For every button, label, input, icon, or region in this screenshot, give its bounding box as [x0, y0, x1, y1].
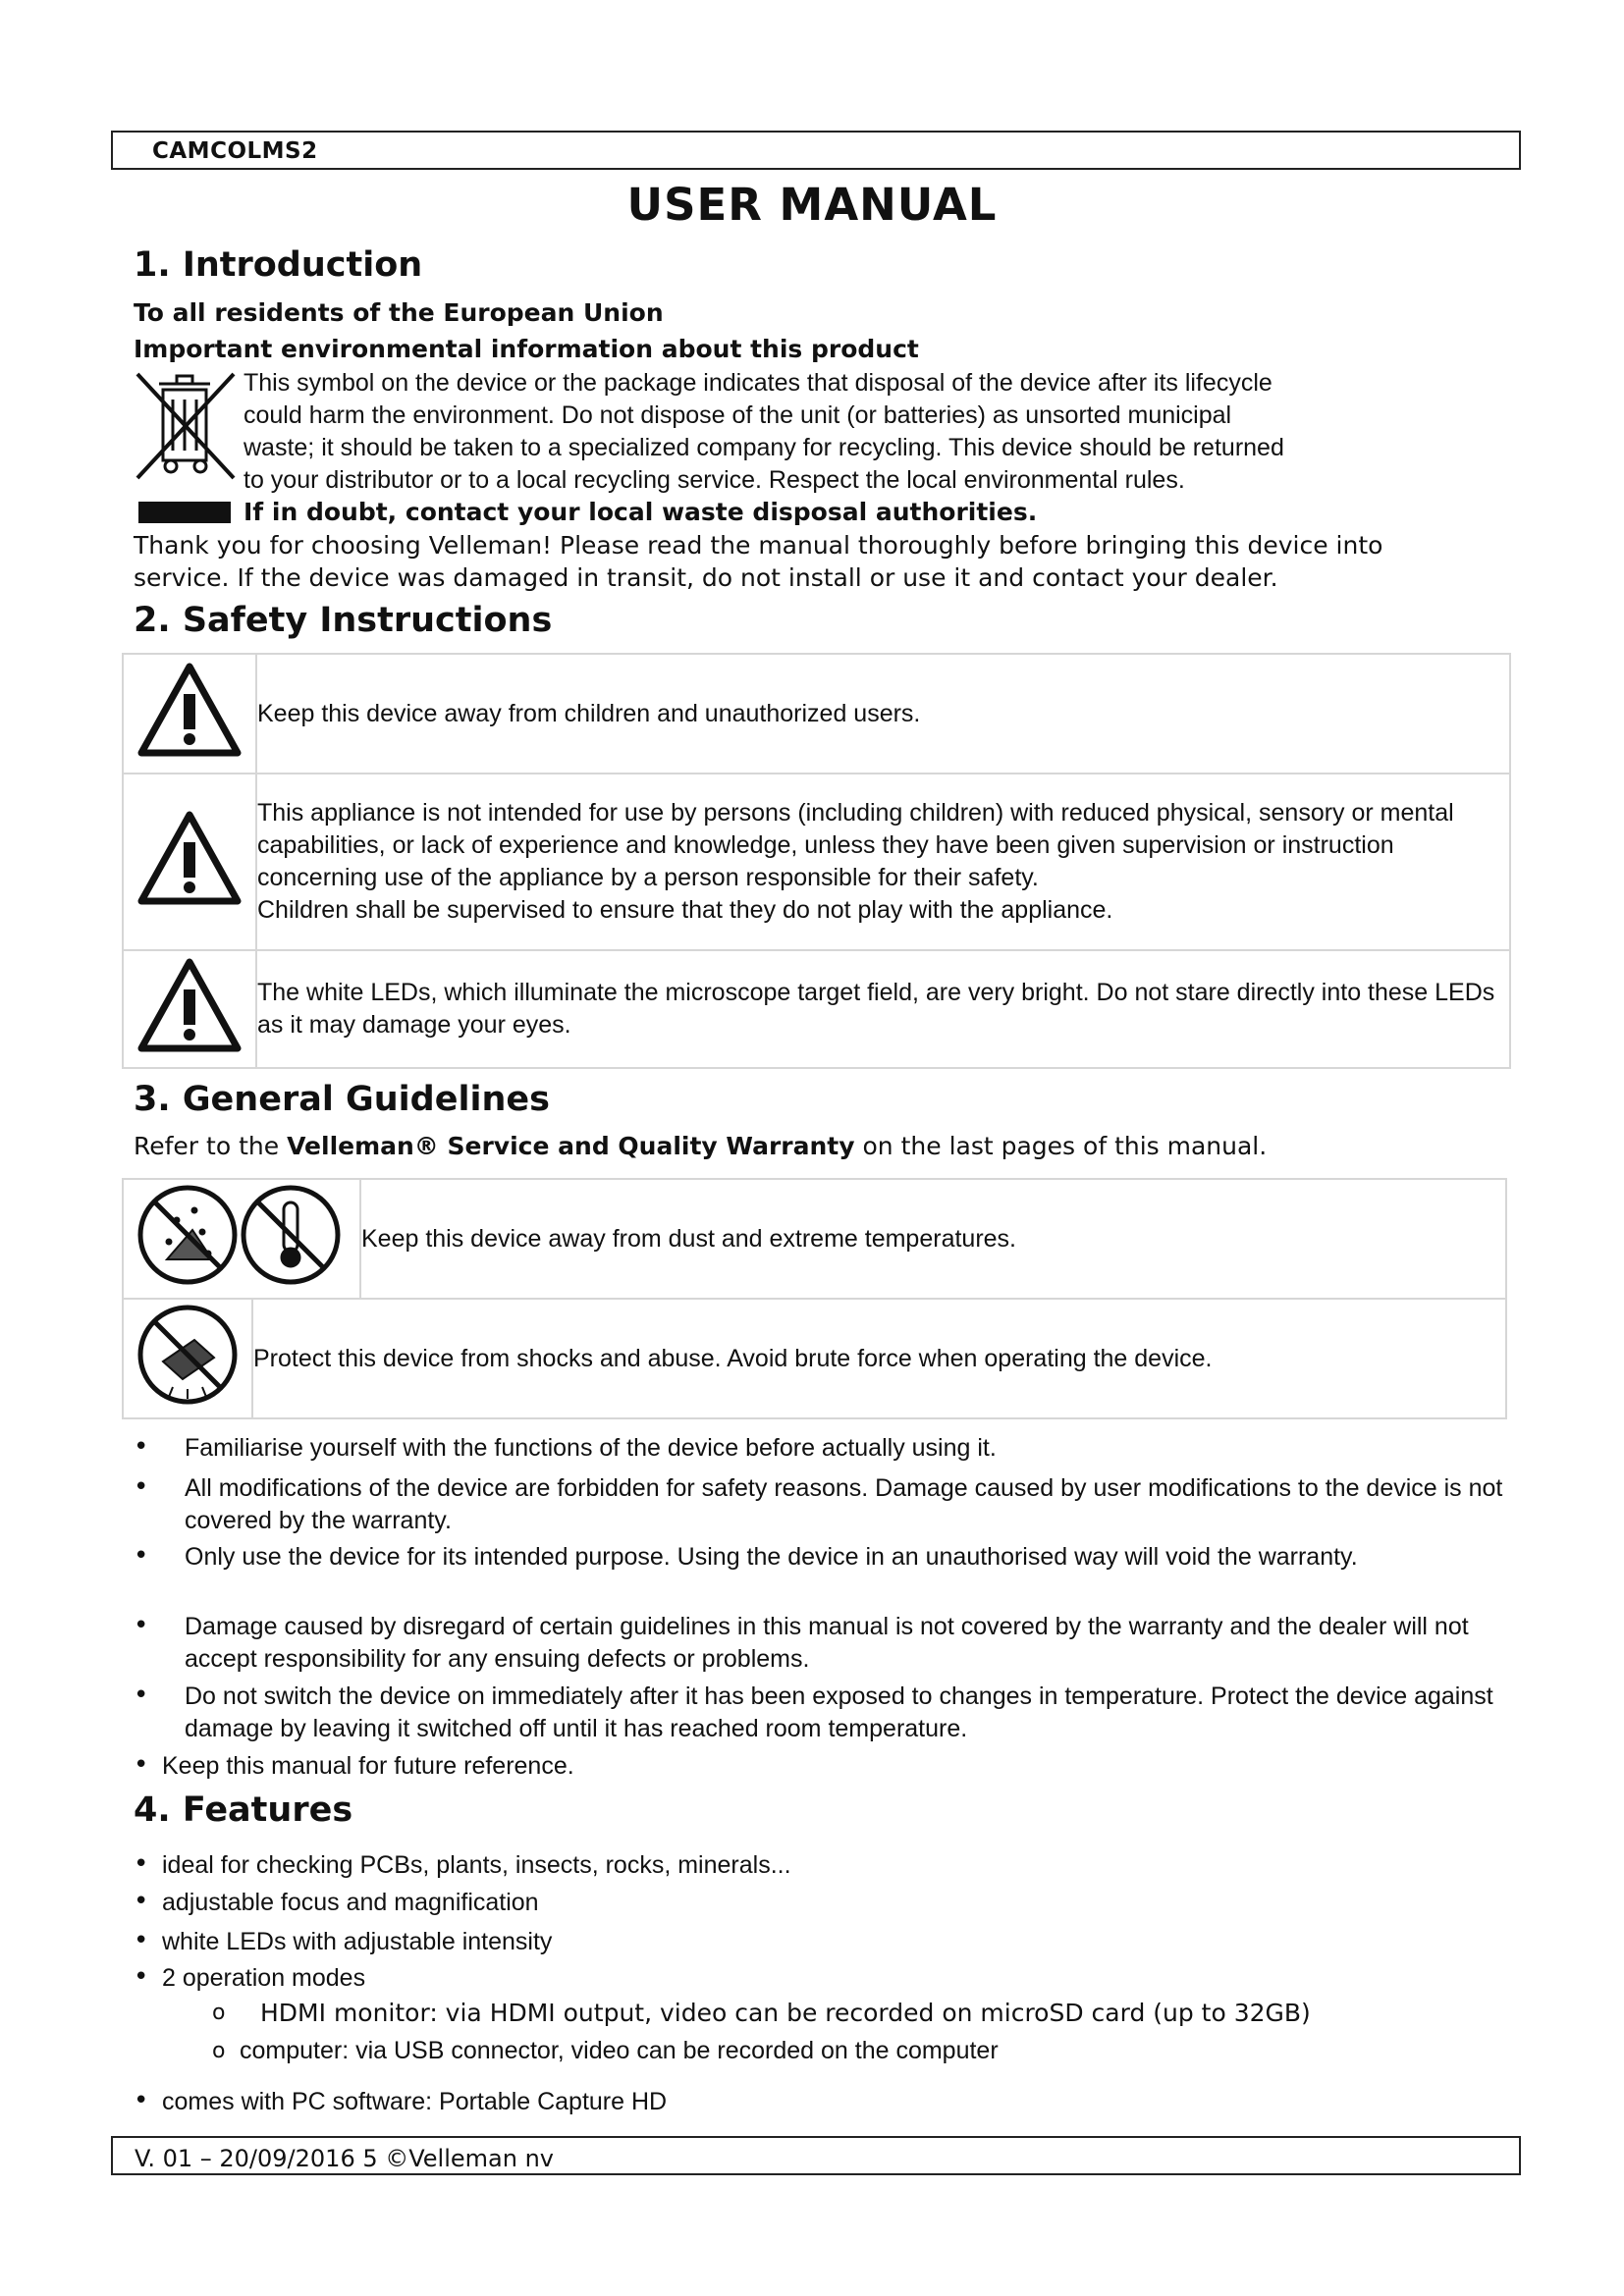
feature-item-1: ideal for checking PCBs, plants, insects, rocks, minerals... — [162, 1851, 791, 1879]
guideline-bullet-1: Familiarise yourself with the functions of the device before actually using it. — [185, 1434, 997, 1462]
document-footer — [111, 2136, 1521, 2175]
feature-subitem-2: computer: via USB connector, video can be recorded on the computer — [240, 2037, 999, 2064]
features-heading: 4. Features — [134, 1790, 353, 1830]
guideline-bullet-6: Keep this manual for future reference. — [162, 1752, 574, 1780]
warning-icon — [135, 956, 244, 1054]
black-bar — [138, 502, 231, 523]
guidelines-table — [122, 1178, 1507, 1300]
weee-line-2: could harm the environment. Do not dispose of the unit (or batteries) as unsorted municipal — [244, 401, 1232, 429]
bullet-dot: • — [134, 2086, 149, 2115]
env-subheading: Important environmental information about this product — [134, 335, 919, 363]
safety-row — [123, 950, 1510, 1068]
guideline-bullet-2: All modifications of the device are forbidden for safety reasons. Damage caused by user modifications to the device is not covered by the warranty. — [185, 1474, 1503, 1534]
warning-icon — [135, 661, 244, 759]
eu-subheading: To all residents of the European Union — [134, 298, 664, 327]
safety-row — [123, 774, 1510, 950]
bullet-dot: • — [134, 1681, 149, 1710]
bullet-dot: • — [134, 1611, 149, 1640]
safety-table — [122, 653, 1511, 1069]
bullet-dot: • — [134, 1962, 149, 1992]
guideline-row — [123, 1299, 1506, 1418]
bullet-dot: • — [134, 1887, 149, 1916]
safety-text-1: Keep this device away from children and unauthorized users. — [256, 654, 1510, 774]
doubt-notice: If in doubt, contact your local waste disposal authorities. — [244, 498, 1038, 526]
page-title: USER MANUAL — [626, 179, 998, 231]
bullet-dot: • — [134, 1432, 149, 1462]
document-header — [111, 131, 1521, 170]
weee-line-1: This symbol on the device or the package indicates that disposal of the device after its lifecycle — [244, 369, 1272, 397]
bullet-dot: • — [134, 1849, 149, 1879]
intro-heading: 1. Introduction — [134, 245, 423, 285]
bullet-dot: • — [134, 1750, 149, 1780]
guidelines-heading: 3. General Guidelines — [134, 1080, 550, 1119]
guideline-bullet-5: Do not switch the device on immediately after it has been exposed to changes in temperature. Protect the device against damage by leaving it switched off until it has reached room temperature. — [185, 1682, 1493, 1742]
guideline-text-1: Keep this device away from dust and extreme temperatures. — [360, 1179, 1506, 1299]
thanks-line-2: service. If the device was damaged in transit, do not install or use it and contact your dealer. — [134, 563, 1278, 592]
safety-text-3: Children shall be supervised to ensure that they do not play with the appliance. — [257, 896, 1113, 924]
guideline-text-2: Protect this device from shocks and abuse. Avoid brute force when operating the device. — [252, 1299, 1506, 1418]
bullet-dot: • — [134, 1472, 149, 1502]
guidelines-table-2 — [122, 1298, 1507, 1419]
feature-subitem-1: HDMI monitor: via HDMI output, video can be recorded on microSD card (up to 32GB) — [260, 1999, 1311, 2027]
safety-text-4: The white LEDs, which illuminate the microscope target field, are very bright. Do not stare directly into these LEDs as it may damage your eyes. — [256, 950, 1510, 1068]
sub-bullet: o — [212, 2039, 226, 2063]
bullet-dot: • — [134, 1541, 149, 1571]
guideline-row — [123, 1179, 1506, 1299]
safety-row — [123, 654, 1510, 774]
sub-bullet: o — [212, 2001, 226, 2025]
safety-heading: 2. Safety Instructions — [134, 601, 553, 640]
feature-item-3: white LEDs with adjustable intensity — [162, 1928, 553, 1955]
footer-text: V. 01 – 20/09/2016 5 ©Velleman nv — [135, 2145, 554, 2172]
weee-bin-icon — [132, 368, 242, 486]
guideline-bullet-4: Damage caused by disregard of certain guidelines in this manual is not covered by the warranty and the dealer will not accept responsibility for any ensuing defects or problems. — [185, 1613, 1469, 1673]
no-dust-no-heat-icon — [134, 1181, 350, 1289]
guideline-bullet-3: Only use the device for its intended purpose. Using the device in an unauthorised way will void the warranty. — [185, 1543, 1358, 1571]
no-shock-icon — [134, 1301, 242, 1409]
bullet-dot: • — [134, 1926, 149, 1955]
safety-text-2: This appliance is not intended for use by persons (including children) with reduced physical, sensory or mental capabilities, or lack of experience and knowledge, unless they have been given supervision or instruction concerning use of the appliance by a person responsible for their safety. — [257, 799, 1454, 891]
feature-item-5: comes with PC software: Portable Capture HD — [162, 2088, 668, 2115]
warning-icon — [135, 809, 244, 907]
model-code: CAMCOLMS2 — [152, 138, 318, 164]
feature-item-4: 2 operation modes — [162, 1964, 366, 1992]
feature-item-2: adjustable focus and magnification — [162, 1889, 539, 1916]
warranty-reference: Refer to the Velleman® Service and Quality Warranty on the last pages of this manual. — [134, 1132, 1268, 1160]
thanks-line-1: Thank you for choosing Velleman! Please read the manual thoroughly before bringing this device into — [134, 531, 1383, 560]
weee-line-4: to your distributor or to a local recycling service. Respect the local environmental rules. — [244, 466, 1185, 494]
weee-line-3: waste; it should be taken to a specialized company for recycling. This device should be returned — [244, 434, 1284, 461]
